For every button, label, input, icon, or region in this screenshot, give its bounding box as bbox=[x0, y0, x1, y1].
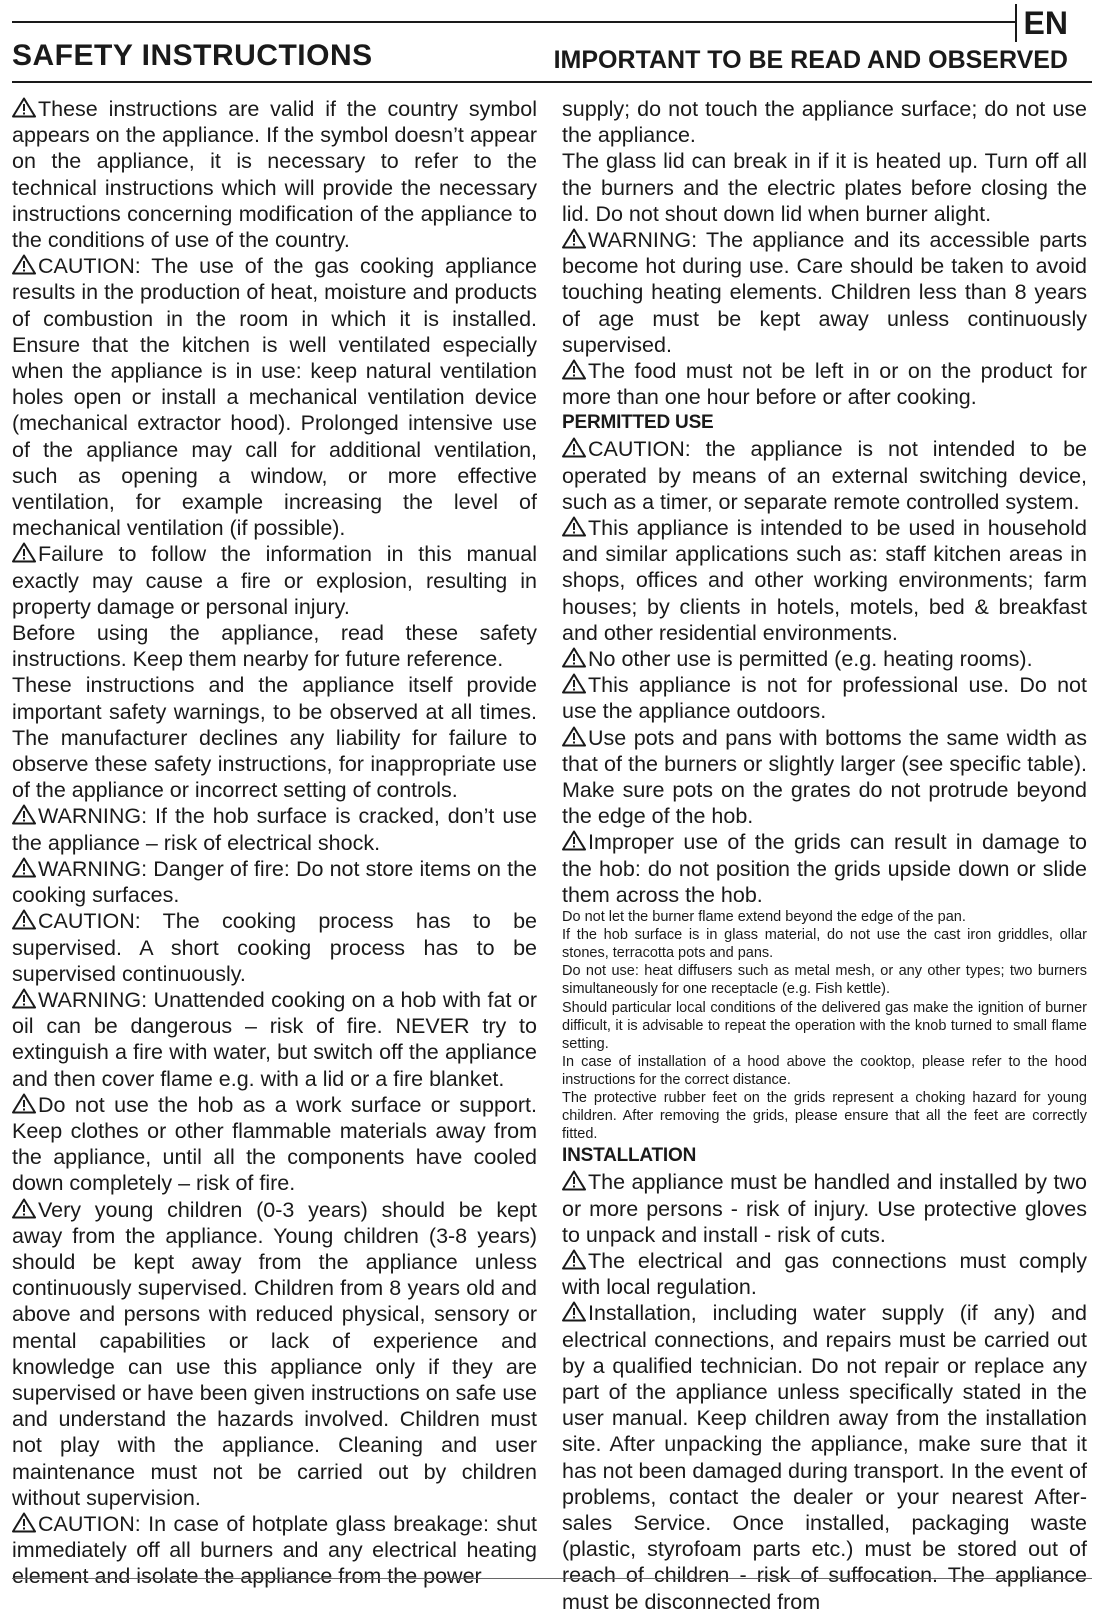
paragraph: Do not use the hob as a work surface or support. Keep clothes or other flammable materials away from the appliance, until all the components have cooled down completely – risk of fire. bbox=[12, 1092, 537, 1196]
paragraph: CAUTION: The use of the gas cooking appliance results in the production of heat, moisture and products of combustion in the room in which it is installed. Ensure that the kitchen is well ventilated especially when the appliance is in use: keep natural ventilation holes open or install a mechanical ventilation device (mechanical extractor hood). Prolonged intensive use of the appliance may call for additional ventilation, such as opening a window, or more effective ventilation, for example increasing the level of mechanical ventilation (if possible). bbox=[12, 254, 537, 541]
paragraph: Improper use of the grids can result in damage to the hob: do not position the grids upside down or slide them across the hob. bbox=[562, 830, 1087, 907]
paragraph: supply; do not touch the appliance surface; do not use the appliance. bbox=[562, 97, 1087, 148]
paragraph: WARNING: The appliance and its accessible parts become hot during use. Care should be taken to avoid touching heating elements. Children less than 8 years of age must be kept away unless continuously supervised. bbox=[562, 228, 1087, 357]
warning-triangle-icon bbox=[562, 647, 588, 671]
language-code: EN bbox=[1023, 5, 1068, 41]
warning-triangle-icon bbox=[562, 1301, 588, 1325]
small-note: Do not use: heat diffusers such as metal mesh, or any other types; two burners simultaneously for one receptacle (e.g. Fish kettle). bbox=[562, 963, 1087, 998]
paragraph: Failure to follow the information in this manual exactly may cause a fire or explosion, resulting in property damage or personal injury. bbox=[12, 542, 537, 619]
header-tick bbox=[1015, 4, 1017, 42]
paragraph: This appliance is intended to be used in household and similar applications such as: staff kitchen areas in shops, offices and other working environments; farm houses; by clients in hotels, motels, bed & breakfast and other residential environments. bbox=[562, 516, 1087, 645]
paragraph: The glass lid can break in if it is heated up. Turn off all the burners and the electric plates before closing the lid. Do not shout down lid when burner alight. bbox=[562, 149, 1087, 226]
paragraph: CAUTION: the appliance is not intended to be operated by means of an external switching device, such as a timer, or separate remote controlled system. bbox=[562, 437, 1087, 514]
warning-triangle-icon bbox=[12, 909, 38, 933]
footer-rule bbox=[12, 1578, 1092, 1579]
warning-triangle-icon bbox=[562, 673, 588, 697]
page-subtitle: IMPORTANT TO BE READ AND OBSERVED bbox=[553, 46, 1068, 74]
small-note: Do not let the burner flame extend beyond the edge of the pan. bbox=[562, 909, 966, 926]
warning-triangle-icon bbox=[562, 830, 588, 854]
warning-triangle-icon bbox=[562, 359, 588, 383]
left-column bbox=[12, 96, 537, 1590]
warning-triangle-icon bbox=[12, 804, 38, 828]
warning-triangle-icon bbox=[562, 726, 588, 750]
paragraph: WARNING: If the hob surface is cracked, don’t use the appliance – risk of electrical shock. bbox=[12, 804, 537, 855]
paragraph: These instructions and the appliance itself provide important safety warnings, to be observed at all times. The manufacturer declines any liability for failure to observe these safety instructions, for inappropriate use of the appliance or incorrect setting of controls. bbox=[12, 673, 537, 803]
paragraph: CAUTION: The cooking process has to be supervised. A short cooking process has to be supervised continuously. bbox=[12, 909, 537, 986]
paragraph: The electrical and gas connections must comply with local regulation. bbox=[562, 1248, 1087, 1300]
warning-triangle-icon bbox=[12, 988, 38, 1012]
warning-triangle-icon bbox=[562, 437, 588, 461]
warning-triangle-icon bbox=[12, 1512, 38, 1536]
section-heading-installation: INSTALLATION bbox=[562, 1145, 697, 1167]
paragraph: Use pots and pans with bottoms the same width as that of the burners or slightly larger (see specific table). Make sure pots on the grates do not protrude beyond the edge of the hob. bbox=[562, 725, 1087, 829]
warning-triangle-icon bbox=[562, 1170, 588, 1194]
warning-triangle-icon bbox=[12, 1093, 38, 1117]
paragraph: Installation, including water supply (if any) and electrical connections, and repairs must be carried out by a qualified technician. Do not repair or replace any part of the appliance unless specifically stated in the user manual. Keep children away from the installation site. After unpacking the appliance, make sure that it has not been damaged during transport. In the event of problems, contact the dealer or your nearest After-sales Service. Once installed, packaging waste (plastic, styrofoam parts etc.) must be stored out of reach of children - risk of suffocation. The appliance must be disconnected from bbox=[562, 1301, 1087, 1614]
section-heading-permitted-use: PERMITTED USE bbox=[562, 412, 714, 434]
paragraph: WARNING: Danger of fire: Do not store items on the cooking surfaces. bbox=[12, 856, 537, 908]
paragraph: WARNING: Unattended cooking on a hob with fat or oil can be dangerous – risk of fire. NEVER try to extinguish a fire with water, but switch off the appliance and then cover flame e.g. with a lid or a fire blanket. bbox=[12, 987, 537, 1091]
warning-triangle-icon bbox=[12, 542, 38, 566]
small-note: If the hob surface is in glass material, do not use the cast iron griddles, ollar stones, terracotta pots and pans. bbox=[562, 927, 1087, 962]
paragraph: Before using the appliance, read these safety instructions. Keep them nearby for future reference. bbox=[12, 621, 537, 672]
small-note: Should particular local conditions of the delivered gas make the ignition of burner difficult, it is advisable to repeat the operation with the knob turned to small flame setting. bbox=[562, 999, 1087, 1052]
warning-triangle-icon bbox=[12, 254, 38, 278]
paragraph: These instructions are valid if the country symbol appears on the appliance. If the symbol doesn’t appear on the appliance, it is necessary to refer to the technical instructions which will provide the necessary instructions concerning modification of the appliance to the conditions of use of the country. bbox=[12, 97, 537, 253]
right-column bbox=[562, 96, 1087, 1615]
paragraph: No other use is permitted (e.g. heating rooms). bbox=[562, 646, 1087, 672]
small-note: The protective rubber feet on the grids represent a choking hazard for young children. After removing the grids, please ensure that all the feet are correctly fitted. bbox=[562, 1090, 1087, 1143]
paragraph: Very young children (0-3 years) should be kept away from the appliance. Young children (3-8 years) should be kept away from the appliance unless continuously supervised. Children from 8 years old and above and persons with reduced physical, sensory or mental capabilities or lack of experience and knowledge can use this appliance only if they are supervised or have been given instructions on safe use and understand the hazards involved. Children must not play with the appliance. Cleaning and user maintenance must not be carried out by children without supervision. bbox=[12, 1197, 537, 1510]
paragraph: The appliance must be handled and installed by two or more persons - risk of injury. Use protective gloves to unpack and install - risk of cuts. bbox=[562, 1170, 1087, 1247]
small-note: In case of installation of a hood above the cooktop, please refer to the hood instructions for the correct distance. bbox=[562, 1053, 1087, 1088]
title-rule bbox=[12, 81, 1092, 83]
paragraph: CAUTION: In case of hotplate glass breakage: shut immediately off all burners and any electrical heating element and isolate the appliance from the power bbox=[12, 1511, 537, 1589]
page-title: SAFETY INSTRUCTIONS bbox=[12, 39, 373, 72]
header-rule bbox=[12, 21, 1017, 23]
paragraph: This appliance is not for professional use. Do not use the appliance outdoors. bbox=[562, 673, 1087, 724]
warning-triangle-icon bbox=[562, 228, 588, 252]
warning-triangle-icon bbox=[12, 97, 38, 121]
warning-triangle-icon bbox=[562, 516, 588, 540]
warning-triangle-icon bbox=[12, 1198, 38, 1222]
paragraph: The food must not be left in or on the product for more than one hour before or after cooking. bbox=[562, 359, 1087, 410]
warning-triangle-icon bbox=[562, 1249, 588, 1273]
warning-triangle-icon bbox=[12, 857, 38, 881]
